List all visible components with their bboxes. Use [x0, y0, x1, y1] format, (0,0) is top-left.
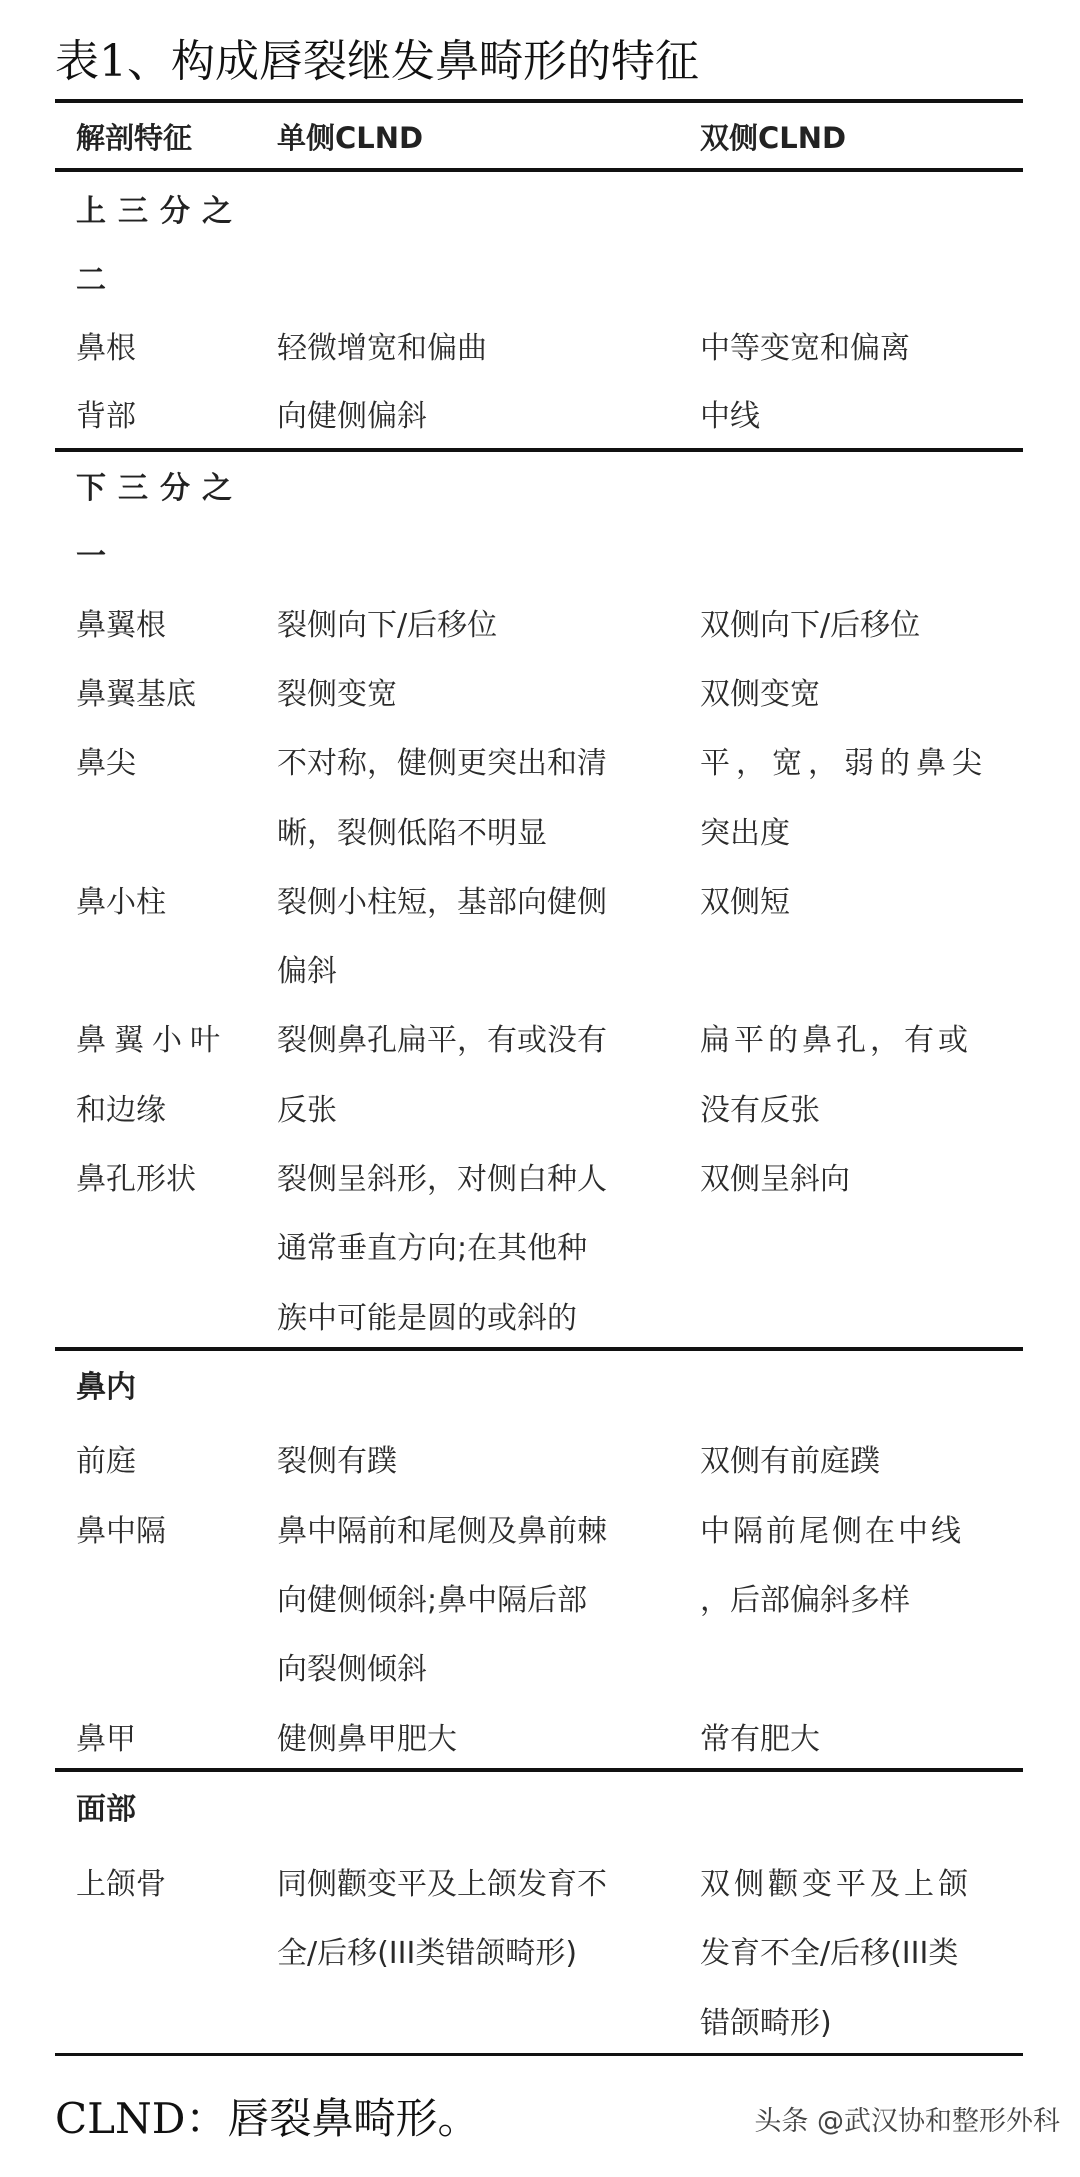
- section-title-upper: 上三分之: [76, 194, 244, 229]
- unilateral-cell: 晰，裂侧低陷不明显: [277, 816, 547, 851]
- unilateral-cell: 裂侧向下/后移位: [277, 608, 498, 643]
- unilateral-cell: 偏斜: [277, 954, 337, 989]
- unilateral-cell: 轻微增宽和偏曲: [277, 331, 487, 366]
- unilateral-cell: 族中可能是圆的或斜的: [277, 1301, 577, 1336]
- feature-label: 鼻中隔: [76, 1514, 166, 1549]
- unilateral-cell: 全/后移(III类错颌畸形): [277, 1936, 578, 1971]
- feature-label: 鼻尖: [76, 746, 136, 781]
- feature-label: 鼻孔形状: [76, 1162, 196, 1197]
- table-top-rule: [55, 99, 1023, 103]
- section-title-lower-cont: 一: [76, 539, 106, 574]
- bilateral-cell: 双侧颧变平及上颌: [700, 1867, 972, 1902]
- bilateral-cell: 发育不全/后移(III类: [700, 1936, 959, 1971]
- unilateral-cell: 裂侧有蹼: [277, 1444, 397, 1479]
- unilateral-cell: 通常垂直方向;在其他种: [277, 1231, 588, 1266]
- bilateral-cell: 扁平的鼻孔，有或: [700, 1023, 972, 1058]
- unilateral-cell: 裂侧呈斜形，对侧白种人: [277, 1162, 607, 1197]
- feature-label: 上颌骨: [76, 1867, 166, 1902]
- header-anatomy: 解剖特征: [76, 121, 193, 155]
- feature-label: 鼻甲: [76, 1722, 136, 1757]
- footnote: CLND：唇裂鼻畸形。: [55, 2094, 480, 2143]
- bilateral-cell: 中线: [700, 399, 760, 434]
- unilateral-cell: 同侧颧变平及上颌发育不: [277, 1867, 607, 1902]
- section-rule: [55, 448, 1023, 452]
- header-bilateral: 双侧CLND: [700, 121, 847, 155]
- bilateral-cell: 突出度: [700, 816, 790, 851]
- section-title-facial: 面部: [76, 1792, 136, 1827]
- feature-label: 背部: [76, 399, 136, 434]
- table-title: 表1、构成唇裂继发鼻畸形的特征: [55, 36, 699, 87]
- unilateral-cell: 裂侧变宽: [277, 677, 397, 712]
- feature-label: 鼻翼小叶: [76, 1023, 228, 1058]
- bilateral-cell: 双侧向下/后移位: [700, 608, 921, 643]
- bilateral-cell: 双侧呈斜向: [700, 1162, 850, 1197]
- feature-label: 鼻小柱: [76, 885, 166, 920]
- unilateral-cell: 向健侧偏斜: [277, 399, 427, 434]
- unilateral-cell: 反张: [277, 1093, 337, 1128]
- header-unilateral: 单侧CLND: [277, 121, 424, 155]
- unilateral-cell: 裂侧小柱短，基部向健侧: [277, 885, 607, 920]
- unilateral-cell: 不对称，健侧更突出和清: [277, 746, 607, 781]
- bilateral-cell: 双侧有前庭蹼: [700, 1444, 880, 1479]
- section-rule: [55, 1347, 1023, 1351]
- bilateral-cell: 错颌畸形): [700, 2006, 832, 2041]
- feature-label: 鼻翼根: [76, 608, 166, 643]
- unilateral-cell: 裂侧鼻孔扁平，有或没有: [277, 1023, 607, 1058]
- feature-label: 和边缘: [76, 1093, 166, 1128]
- bilateral-cell: 双侧变宽: [700, 677, 820, 712]
- bilateral-cell: 没有反张: [700, 1093, 820, 1128]
- bilateral-cell: 平，宽，弱的鼻尖: [700, 746, 988, 781]
- feature-label: 鼻根: [76, 331, 136, 366]
- bilateral-cell: 常有肥大: [700, 1722, 820, 1757]
- watermark: 头条 @武汉协和整形外科: [754, 2106, 1060, 2137]
- feature-label: 鼻翼基底: [76, 677, 196, 712]
- bilateral-cell: ，后部偏斜多样: [700, 1583, 910, 1618]
- bilateral-cell: 中隔前尾侧在中线: [700, 1514, 964, 1549]
- unilateral-cell: 鼻中隔前和尾侧及鼻前棘: [277, 1514, 607, 1549]
- header-bottom-rule: [55, 168, 1023, 172]
- table-bottom-rule: [55, 2053, 1023, 2056]
- section-title-lower: 下三分之: [76, 471, 244, 506]
- section-title-intranasal: 鼻内: [76, 1370, 136, 1405]
- section-title-upper-cont: 二: [76, 263, 106, 298]
- unilateral-cell: 健侧鼻甲肥大: [277, 1722, 457, 1757]
- bilateral-cell: 中等变宽和偏离: [700, 331, 910, 366]
- unilateral-cell: 向健侧倾斜;鼻中隔后部: [277, 1583, 588, 1618]
- unilateral-cell: 向裂侧倾斜: [277, 1652, 427, 1687]
- feature-label: 前庭: [76, 1444, 136, 1479]
- section-rule: [55, 1768, 1023, 1772]
- bilateral-cell: 双侧短: [700, 885, 790, 920]
